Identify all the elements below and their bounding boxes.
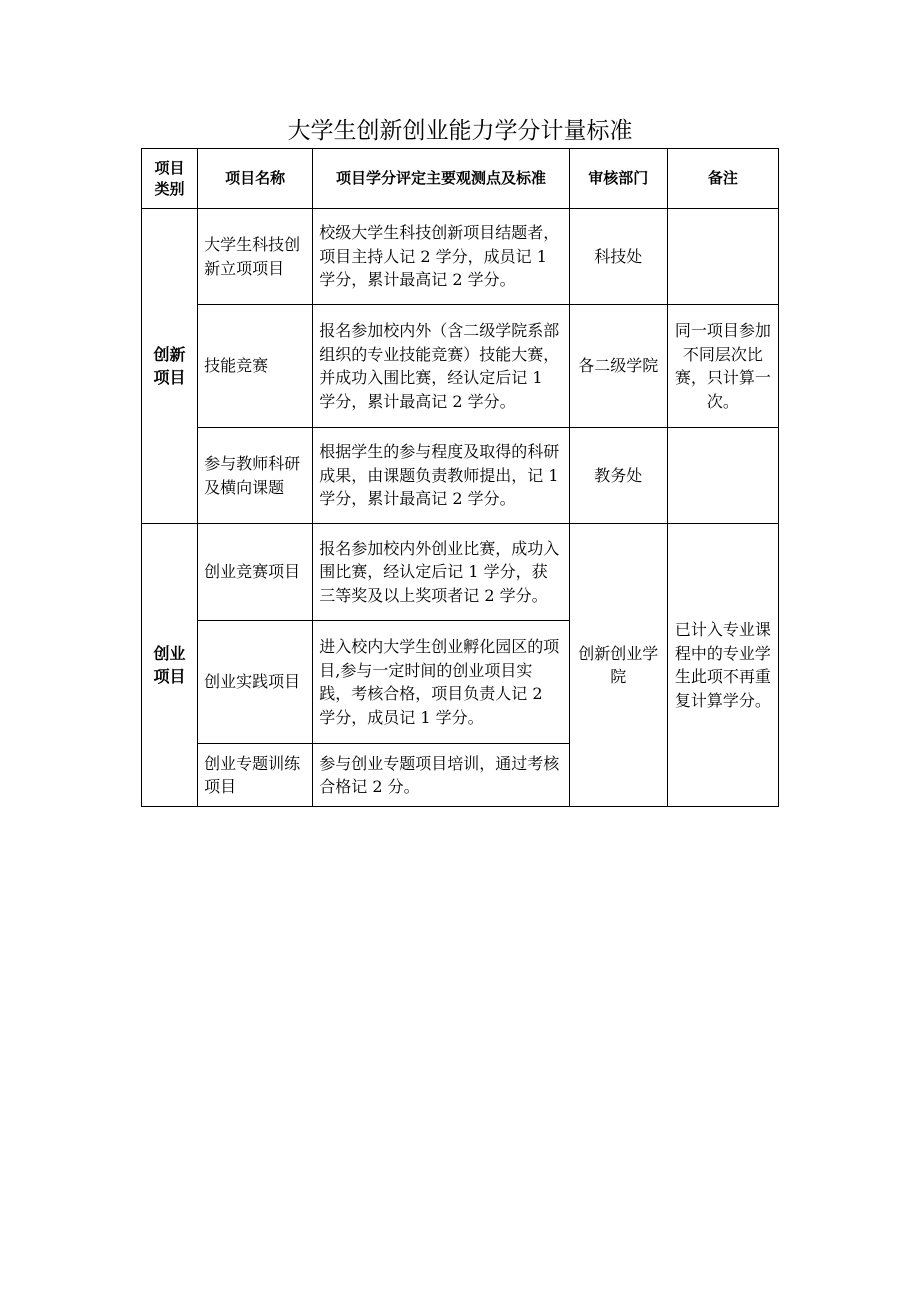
category-innovation: 创新项目	[142, 209, 198, 524]
header-note: 备注	[667, 149, 778, 209]
item-note	[667, 209, 778, 305]
group-dept: 创新创业学院	[569, 524, 667, 807]
item-standard: 参与创业专题项目培训，通过考核合格记 2 分。	[313, 744, 569, 807]
table-row	[142, 524, 779, 621]
header-name: 项目名称	[198, 149, 313, 209]
item-standard: 进入校内大学生创业孵化园区的项目,参与一定时间的创业项目实践，考核合格，项目负责人记 2 学分，成员记 1 学分。	[313, 621, 569, 744]
table-header-row	[142, 149, 779, 209]
item-name: 技能竞赛	[198, 305, 313, 428]
item-name: 创业竞赛项目	[198, 524, 313, 621]
item-standard: 根据学生的参与程度及取得的科研成果，由课题负责教师提出，记 1 学分，累计最高记 2 学分。	[313, 428, 569, 524]
item-name: 创业实践项目	[198, 621, 313, 744]
table-row	[142, 305, 779, 428]
header-category: 项目类别	[142, 149, 198, 209]
item-name: 参与教师科研及横向课题	[198, 428, 313, 524]
item-standard: 报名参加校内外（含二级学院系部组织的专业技能竞赛）技能大赛，并成功入围比赛，经认定后记 1 学分，累计最高记 2 学分。	[313, 305, 569, 428]
item-dept: 科技处	[569, 209, 667, 305]
table-row	[142, 209, 779, 305]
header-dept: 审核部门	[569, 149, 667, 209]
page-title: 大学生创新创业能力学分计量标准	[287, 118, 633, 144]
header-standard: 项目学分评定主要观测点及标准	[313, 149, 569, 209]
group-note: 已计入专业课程中的专业学生此项不再重复计算学分。	[667, 524, 778, 807]
category-entrepreneurship: 创业项目	[142, 524, 198, 807]
item-standard: 报名参加校内外创业比赛，成功入围比赛，经认定后记 1 学分，获三等奖及以上奖项者记 2 学分。	[313, 524, 569, 621]
table-row	[142, 428, 779, 524]
item-name: 大学生科技创新立项项目	[198, 209, 313, 305]
item-note: 同一项目参加不同层次比赛，只计算一次。	[667, 305, 778, 428]
credit-standard-table	[141, 148, 779, 807]
item-name: 创业专题训练项目	[198, 744, 313, 807]
item-dept: 教务处	[569, 428, 667, 524]
item-note	[667, 428, 778, 524]
item-standard: 校级大学生科技创新项目结题者，项目主持人记 2 学分，成员记 1 学分，累计最高记 2 学分。	[313, 209, 569, 305]
item-dept: 各二级学院	[569, 305, 667, 428]
